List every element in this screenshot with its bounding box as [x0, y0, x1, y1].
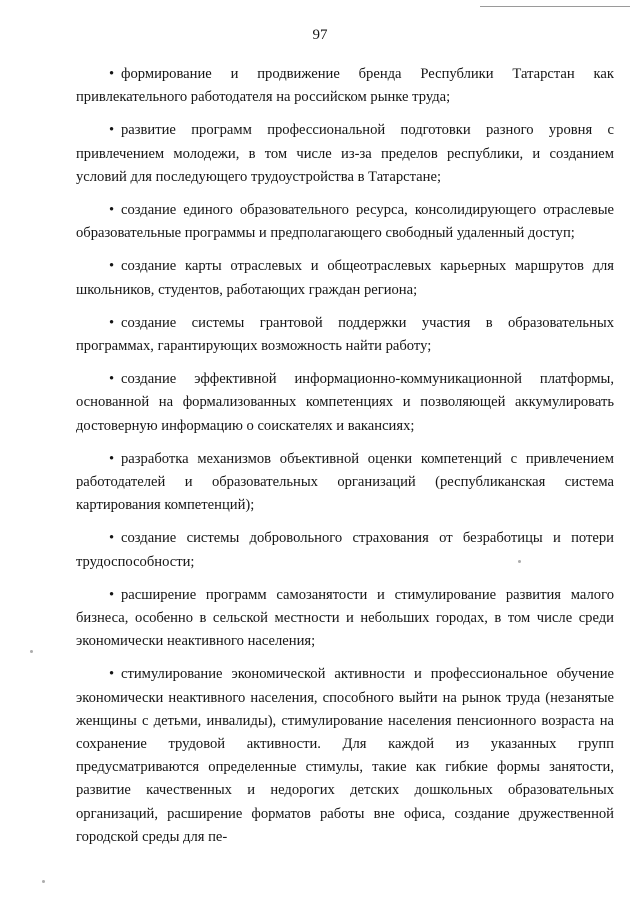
bullet-icon: • — [109, 530, 115, 547]
list-item-text: создание системы грантовой поддержки участия в образовательных программах, гарантирующих возможность найти работу; — [76, 314, 614, 355]
bullet-list — [76, 63, 614, 859]
list-item-text: формирование и продвижение бренда Республики Татарстан как привлекательного работодателя на российском рынке труда; — [76, 66, 614, 106]
bullet-icon: • — [109, 586, 115, 603]
list-item — [76, 119, 614, 189]
bullet-icon: • — [109, 450, 115, 467]
bullet-icon: • — [109, 371, 115, 388]
list-item-text: создание системы добровольного страхования от безработицы и потери трудоспособности; — [76, 530, 614, 570]
scan-edge-line — [480, 6, 630, 7]
list-item-text: расширение программ самозанятости и стимулирование развития малого бизнеса, особенно в сельской местности и небольших городах, в том числе среди экономически неактивного населения; — [76, 586, 614, 650]
scan-speck — [42, 880, 45, 883]
bullet-icon: • — [109, 314, 115, 331]
bullet-icon: • — [109, 202, 115, 219]
list-item-text: стимулирование экономической активности и профессиональное обучение экономически неактивного населения, способного выйти на рынок труда (незанятые женщины с детьми, инвалиды), стимулирование населения пенсионного возраста на сохранение трудовой активности. Для каждой из указанных групп предусматриваются определенные стимулы, такие как гибкие формы занятости, развитие качественных и недорогих детских дошкольных образовательных организаций, расширение форматов работы вне офиса, создание дружественной городской среды для пе- — [76, 666, 614, 845]
list-item — [76, 63, 614, 109]
list-item-text: развитие программ профессиональной подготовки разного уровня с привлечением молодежи, в том числе из-за пределов республики, и созданием условий для последующего трудоустройства в Татарстане; — [76, 122, 614, 185]
bullet-icon: • — [109, 666, 115, 683]
list-item-text: создание эффективной информационно-коммуникационной платформы, основанной на формализованных компетенциях и позволяющей аккумулировать достоверную информацию о соискателях и вакансиях; — [76, 371, 614, 434]
list-item — [76, 368, 614, 438]
list-item — [76, 312, 614, 358]
list-item-text: создание единого образовательного ресурса, консолидирующего отраслевые образовательные программы и предполагающего свободный удаленный доступ; — [76, 202, 614, 242]
page-number: 97 — [312, 27, 328, 43]
list-item — [76, 199, 614, 245]
list-item-text: создание карты отраслевых и общеотраслевых карьерных маршрутов для школьников, студентов, работающих граждан региона; — [76, 258, 614, 298]
bullet-icon: • — [109, 66, 115, 82]
list-item — [76, 584, 614, 654]
scan-speck — [518, 560, 521, 563]
scan-speck — [30, 650, 33, 653]
list-item — [76, 527, 614, 573]
list-item-text: разработка механизмов объективной оценки компетенций с привлечением работодателей и образовательных организаций (республиканская система картирования компетенций); — [76, 450, 614, 514]
bullet-icon: • — [109, 122, 115, 139]
list-item — [76, 255, 614, 301]
bullet-icon: • — [109, 258, 115, 275]
list-item — [76, 448, 614, 518]
list-item — [76, 663, 614, 849]
